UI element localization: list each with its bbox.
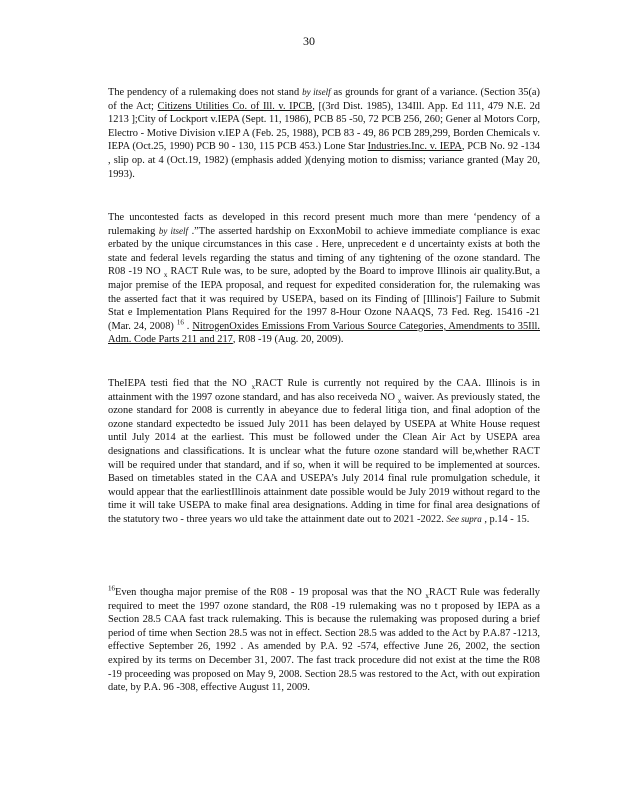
- p2-run: x: [163, 271, 168, 280]
- paragraph-pendency: [108, 86, 540, 181]
- p2-run: RACT Rule was, to be sure, adopted by the Board to improve Illinois air quality.But, a major premise of the IEPA proposal, and request for expedited consideration for, the rulemaking was the asserted fact that it was required by USEPA, based on its Finding of [Illinois'] Failure to Submit Stat e Implementation Plans Required for the 1997 8-Hour Ozone NAAQS, 73 Fed. Reg. 15416 -21 (Mar. 24, 2008): [108, 266, 540, 332]
- p1-run: by itself: [302, 87, 331, 97]
- p2-run: The uncontested facts as developed in this record present much more than mere ‘pendency of a rulemaking: [108, 212, 540, 237]
- p3-run: RACT Rule is currently not required by the CAA. Illinois is in attainment with the 1997 ozone standard, and has also receiveda NO: [108, 378, 540, 403]
- p2-run: by itself: [158, 225, 189, 236]
- p1-run: , [(3rd Dist. 1985), 134Ill. App. Ed 111, 479 N.E. 2d 1213 ];City of Lockport v.IEPA (Sept. 11, 1986), PCB 85 -50, 72 PCB 256, 260; Gener al Motors Corp, Electro - Motive Division v.IEP A (Feb. 25, 1988), PCB 83 - 49, 86 PCB 289,299, Borden Chemicals v. IEPA (Oct.25, 1990) PCB 90 - 130, 115 PCB 453.) Lone Star: [108, 100, 540, 153]
- p2-run: NitrogenOxides Emissions From Various Source Categories, Amendments to 35Ill. Adm. Code Parts 211 and 217: [108, 320, 540, 346]
- p3-run: See supra: [446, 513, 482, 524]
- p2-run: 16: [176, 318, 184, 327]
- p2-run: , R08 -19 (Aug. 20, 2009).: [232, 334, 344, 346]
- p1-run: as grounds for grant of a variance. (Section 35(a) of the Act;: [108, 87, 541, 112]
- p2-run: .”The asserted hardship on ExxonMobil to achieve immediate compliance is exac erbated by the unique circumstances in this case . Here, unprecedent e d uncertainty exists at both the state and federal levels regarding the status and timing of any tightening of the ozone standard. The R08 -19 NO: [108, 225, 540, 278]
- footnote-16: [108, 586, 540, 695]
- p3-run: , p.14 - 15.: [481, 513, 530, 525]
- p1-run: Citizens Utilities Co. of Ill. v. IPCB: [157, 100, 313, 112]
- paragraph-iepa-testimony: [108, 377, 540, 527]
- footnote-run: 16: [108, 584, 115, 593]
- footnote-run: x: [425, 592, 429, 601]
- p2-run: .: [183, 320, 193, 332]
- p1-run: , PCB No. 92 -134 , slip op. at 4 (Oct.19, 1982) (emphasis added )(denying motion to dismiss; variance granted (May 20, 1993).: [108, 141, 540, 180]
- p3-run: TheIEPA testi fied that the NO: [108, 378, 252, 389]
- footnote-run: RACT Rule was federally required to meet the 1997 ozone standard, the R08 -19 rulemaking was no t proposed by IEPA as a Section 28.5 CAA fast track rulemaking. This is because the rulemaking was proposed during a brief period of time when Section 28.5 was not in effect. Section 28.5 was added to the Act by P.A.87 -1213, effective September 26, 1992 . As amended by P.A. 92 -574, effective June 26, 2002, the section expired by its terms on December 31, 2007. The fast track procedure did not exist at the time the R08 -19 proceeding was proposed on May 9, 2008. Section 28.5 was restored to the Act, with out expiration date, by P.A. 96 -308, effective August 11, 2009.: [108, 587, 540, 694]
- page-number: 30: [303, 34, 315, 48]
- p1-run: The pendency of a rulemaking does not stand: [108, 87, 303, 98]
- paragraph-uncontested-facts: [108, 211, 540, 347]
- footnote-run: Even thougha major premise of the R08 - 19 proposal was that the NO: [115, 587, 426, 598]
- p1-run: Industries.Inc. v. IEPA: [367, 141, 462, 153]
- p3-run: x: [397, 396, 402, 405]
- p3-run: waiver. As previously stated, the ozone standard for 2008 is currently in abeyance due to federal litiga tion, and final adoption of the ozone standard expectedto be issued July 2011 has been delayed by USEPA at White House request until July 2014 at the earliest. This must be followed under the Clean Air Act by USEPA area designations and classifications. It is unclear what the future ozone standard will be,whether RACT will be required under that standard, and if so, when it will be required to be implemented at sources. Based on timetables stated in the CAA and USEPA’s July 2014 final rule promulgation schedule, it would appear that the earliestIllinois attainment date possible would be July 2019 without regard to the time it will take USEPA to make final area designations. Adding in time for final area designations of the statutory two - three years wo uld take the attainment date out to 2021 -2022.: [108, 391, 540, 525]
- p3-run: x: [251, 383, 256, 392]
